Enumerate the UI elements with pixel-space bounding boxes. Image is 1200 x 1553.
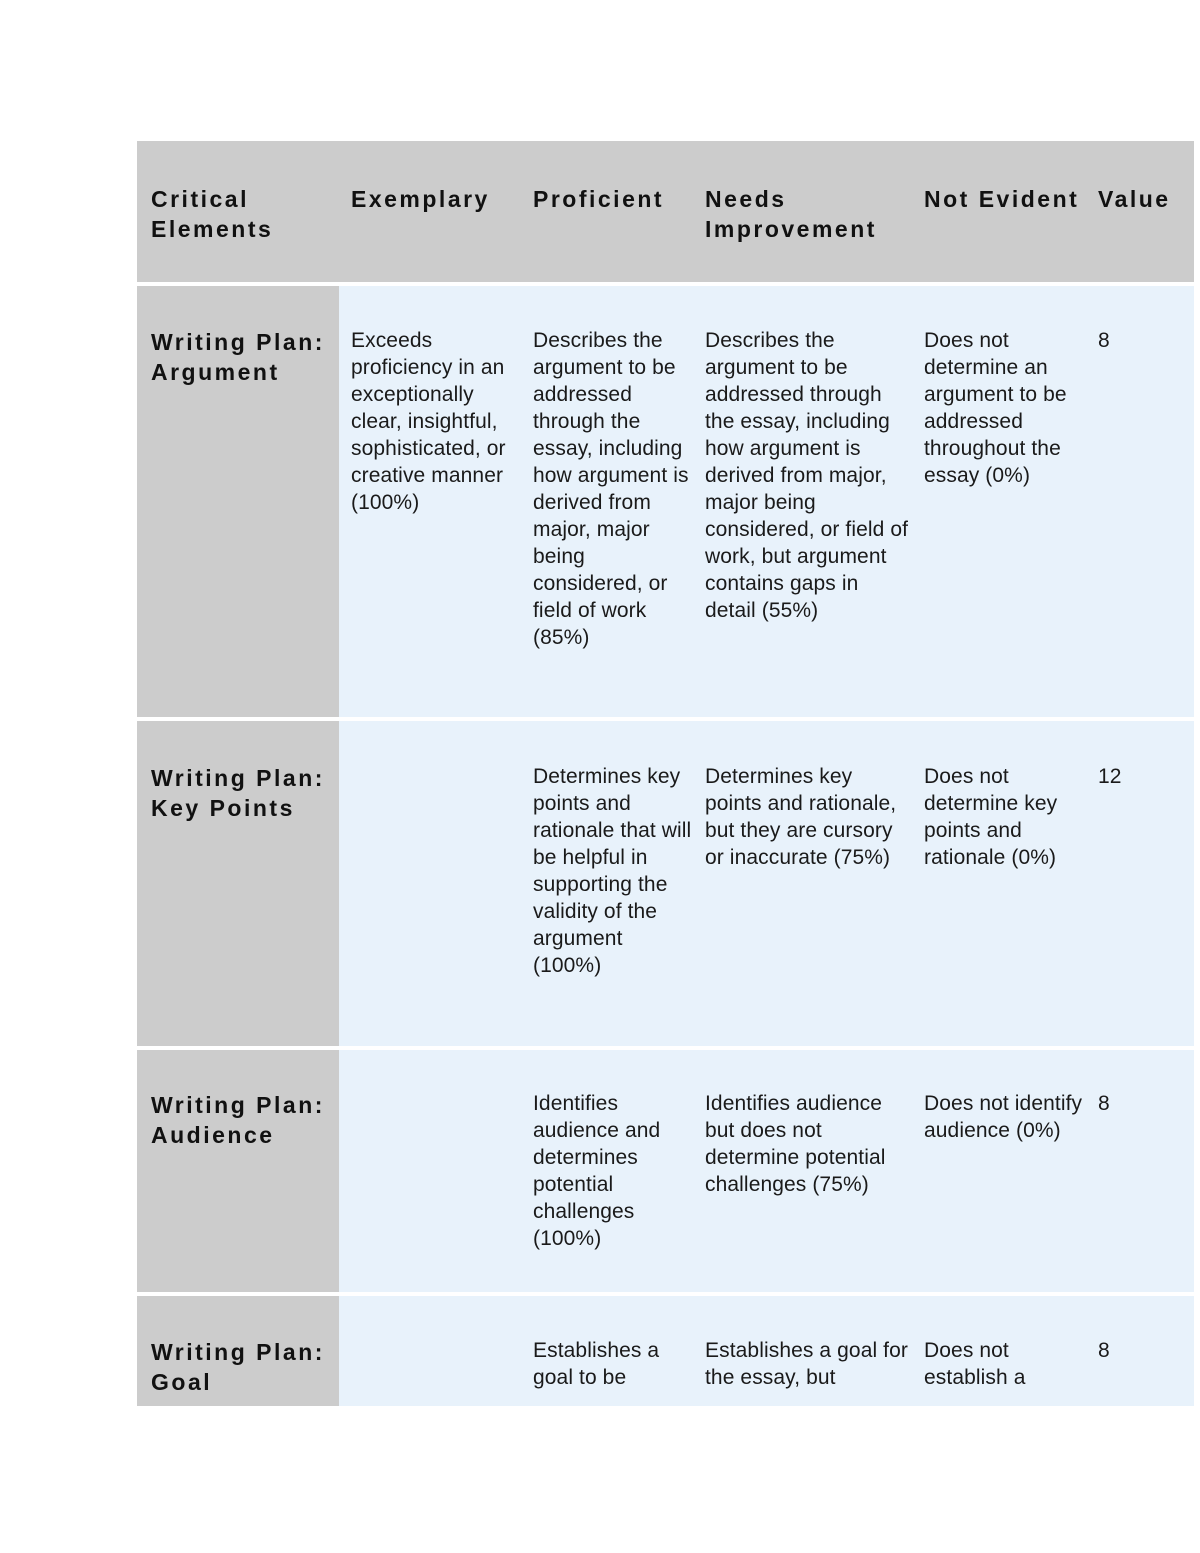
- value-cell: 8: [1098, 1092, 1110, 1115]
- proficient-cell: Establishes a goal to be: [533, 1339, 660, 1389]
- header-value: Value: [1098, 186, 1171, 212]
- table-row: [137, 1296, 1194, 1406]
- not-evident-cell: Does not determine an argument to be addressed throughout the essay (0%): [924, 329, 1067, 487]
- needs-improvement-cell: Determines key points and rationale, but they are cursory or inaccurate (75%): [705, 765, 897, 869]
- header-not-evident: Not Evident: [924, 186, 1080, 212]
- needs-improvement-cell: Describes the argument to be addressed through the essay, including how argument is derived from major, major being considered, or field of work, but argument contains gaps in detail (55%): [705, 329, 909, 622]
- header-needs-improvement: Needs Improvement: [705, 186, 877, 242]
- criterion-label: Writing Plan: Key Points: [151, 765, 325, 821]
- value-cell: 12: [1098, 765, 1122, 788]
- header-exemplary: Exemplary: [351, 186, 490, 212]
- criterion-label: Writing Plan: Goal: [151, 1339, 325, 1395]
- proficient-cell: Identifies audience and determines potential challenges (100%): [533, 1092, 661, 1250]
- table-header-row: [137, 141, 1194, 282]
- table-row: [137, 1050, 1194, 1292]
- rubric-table: [137, 141, 1194, 1406]
- not-evident-cell: Does not determine key points and rationale (0%): [924, 765, 1058, 869]
- needs-improvement-cell: Identifies audience but does not determine potential challenges (75%): [705, 1092, 886, 1196]
- value-cell: 8: [1098, 329, 1110, 352]
- table-row: [137, 721, 1194, 1046]
- row-label-background: [139, 1050, 339, 1292]
- proficient-cell: Describes the argument to be addressed through the essay, including how argument is derived from major, major being considered, or field of work (85%): [533, 329, 689, 649]
- exemplary-cell: Exceeds proficiency in an exceptionally clear, insightful, sophisticated, or creative manner (100%): [351, 329, 506, 514]
- criterion-label: Writing Plan: Audience: [151, 1092, 325, 1148]
- header-proficient: Proficient: [533, 186, 665, 212]
- proficient-cell: Determines key points and rationale that will be helpful in supporting the validity of the argument (100%): [533, 765, 692, 977]
- not-evident-cell: Does not identify audience (0%): [924, 1092, 1083, 1142]
- criterion-label: Writing Plan: Argument: [151, 329, 325, 385]
- value-cell: 8: [1098, 1339, 1110, 1362]
- table-row: [137, 286, 1194, 717]
- not-evident-cell: Does not establish a: [924, 1339, 1026, 1389]
- header-critical-elements: Critical Elements: [151, 186, 274, 242]
- needs-improvement-cell: Establishes a goal for the essay, but: [705, 1339, 908, 1389]
